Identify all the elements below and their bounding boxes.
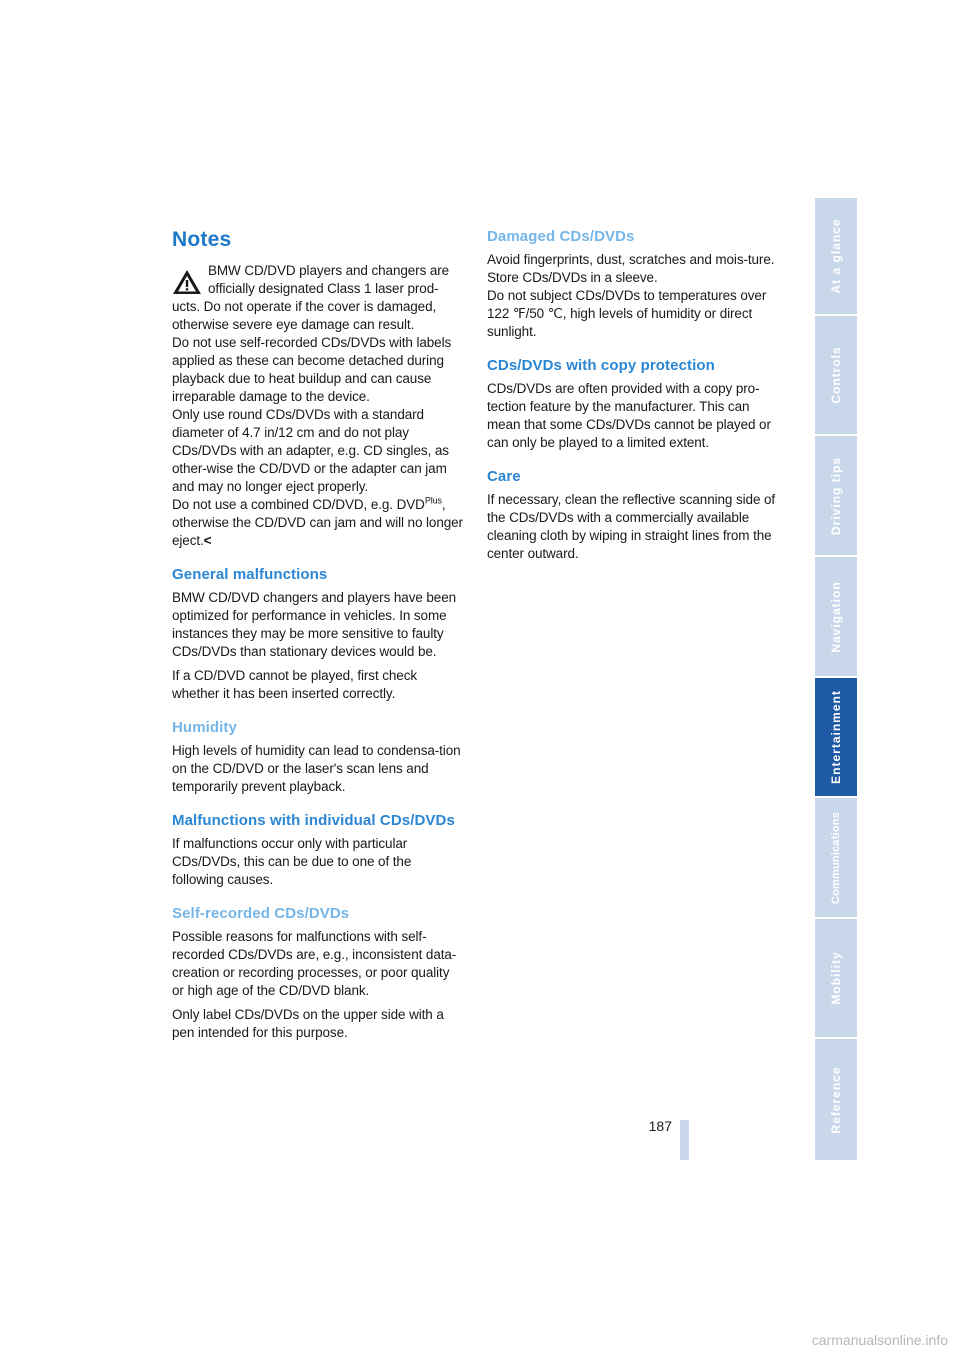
warning-text-1: ucts. Do not operate if the cover is damaged, otherwise severe eye damage can result. xyxy=(172,299,437,332)
section-title-self-recorded: Self-recorded CDs/DVDs xyxy=(172,905,350,922)
left-column xyxy=(172,228,464,1048)
paragraph: Only label CDs/DVDs on the upper side with a pen intended for this purpose. xyxy=(172,1007,444,1040)
warning-intro-line2: officially designated Class 1 laser prod- xyxy=(208,281,439,296)
tab-controls[interactable] xyxy=(815,316,857,436)
section-title-general-malfunctions: General malfunctions xyxy=(172,566,328,583)
page-heading: Notes xyxy=(172,228,232,251)
watermark: carmanualsonline.info xyxy=(811,1332,948,1348)
warning-text-4 xyxy=(172,496,464,550)
paragraph: Avoid fingerprints, dust, scratches and mois-ture. xyxy=(487,252,775,267)
warning-text-4-post: , otherwise the CD/DVD can jam and will no longer eject. xyxy=(172,497,463,548)
tab-label: Mobility xyxy=(829,951,843,1005)
section-title-care: Care xyxy=(487,468,521,485)
paragraph: High levels of humidity can lead to condensa-tion on the CD/DVD or the laser's scan lens and temporarily prevent playback. xyxy=(172,743,461,794)
page-number: 187 xyxy=(648,1118,672,1134)
paragraph: Possible reasons for malfunctions with self-recorded CDs/DVDs are, e.g., inconsistent data-creation or recording processes, or poor quality or high age of the CD/DVD blank. xyxy=(172,929,457,998)
section-title-humidity: Humidity xyxy=(172,719,237,736)
paragraph: If necessary, clean the reflective scanning side of the CDs/DVDs with a commercially available cleaning cloth by wiping in straight lines from the center outward. xyxy=(487,492,776,561)
warning-triangle-icon xyxy=(172,269,202,295)
warning-text-4-pre: Do not use a combined CD/DVD, e.g. DVD xyxy=(172,497,425,512)
section-title-malfunctions-individual: Malfunctions with individual CDs/DVDs xyxy=(172,812,455,829)
page-number-bar xyxy=(680,1120,689,1160)
paragraph: Store CDs/DVDs in a sleeve. xyxy=(487,270,658,285)
paragraph: BMW CD/DVD changers and players have been optimized for performance in vehicles. In some instances they may be more sensitive to faulty CDs/DVDs than stationary devices would be. xyxy=(172,590,457,659)
section-title-copy-protection: CDs/DVDs with copy protection xyxy=(487,357,715,374)
tab-label: Communications xyxy=(830,811,842,904)
chapter-sidebar xyxy=(815,198,857,1160)
warning-intro-line1: BMW CD/DVD players and changers are xyxy=(208,263,450,278)
tab-navigation[interactable] xyxy=(815,557,857,678)
paragraph: Do not subject CDs/DVDs to temperatures over 122 ℉/50 ℃, high levels of humidity or direct sunlight. xyxy=(487,288,767,339)
tab-driving-tips[interactable] xyxy=(815,436,857,557)
laser-warning xyxy=(172,262,464,550)
tab-reference[interactable] xyxy=(815,1039,857,1160)
paragraph: If malfunctions occur only with particular CDs/DVDs, this can be due to one of the following causes. xyxy=(172,836,412,887)
warning-text-2: Do not use self-recorded CDs/DVDs with labels applied as these can become detached during playback due to heat buildup and can cause irreparable damage to the device. xyxy=(172,335,452,404)
tab-label: Controls xyxy=(829,346,843,404)
tab-label: Reference xyxy=(829,1065,843,1134)
right-column xyxy=(487,228,779,569)
dvd-plus-superscript: Plus xyxy=(424,495,442,506)
tab-entertainment[interactable] xyxy=(815,678,857,798)
tab-label: Driving tips xyxy=(829,456,843,535)
tab-label: Navigation xyxy=(829,580,843,653)
end-mark: < xyxy=(203,533,212,548)
tab-at-a-glance[interactable] xyxy=(815,198,857,316)
section-title-damaged: Damaged CDs/DVDs xyxy=(487,228,635,245)
paragraph: CDs/DVDs are often provided with a copy pro-tection feature by the manufacturer. This can mean that some CDs/DVDs cannot be played or can only be played to a limited extent. xyxy=(487,381,771,450)
tab-label: Entertainment xyxy=(829,690,843,784)
warning-text-3: Only use round CDs/DVDs with a standard diameter of 4.7 in/12 cm and do not play CDs/DVDs with an adapter, e.g. CD singles, as other-wise the CD/DVD or the adapter can jam and may no longer eject properly. xyxy=(172,407,449,494)
tab-mobility[interactable] xyxy=(815,919,857,1039)
tab-communications[interactable] xyxy=(815,798,857,919)
tab-label: At a glance xyxy=(829,218,843,294)
paragraph: If a CD/DVD cannot be played, first check whether it has been inserted correctly. xyxy=(172,668,418,701)
